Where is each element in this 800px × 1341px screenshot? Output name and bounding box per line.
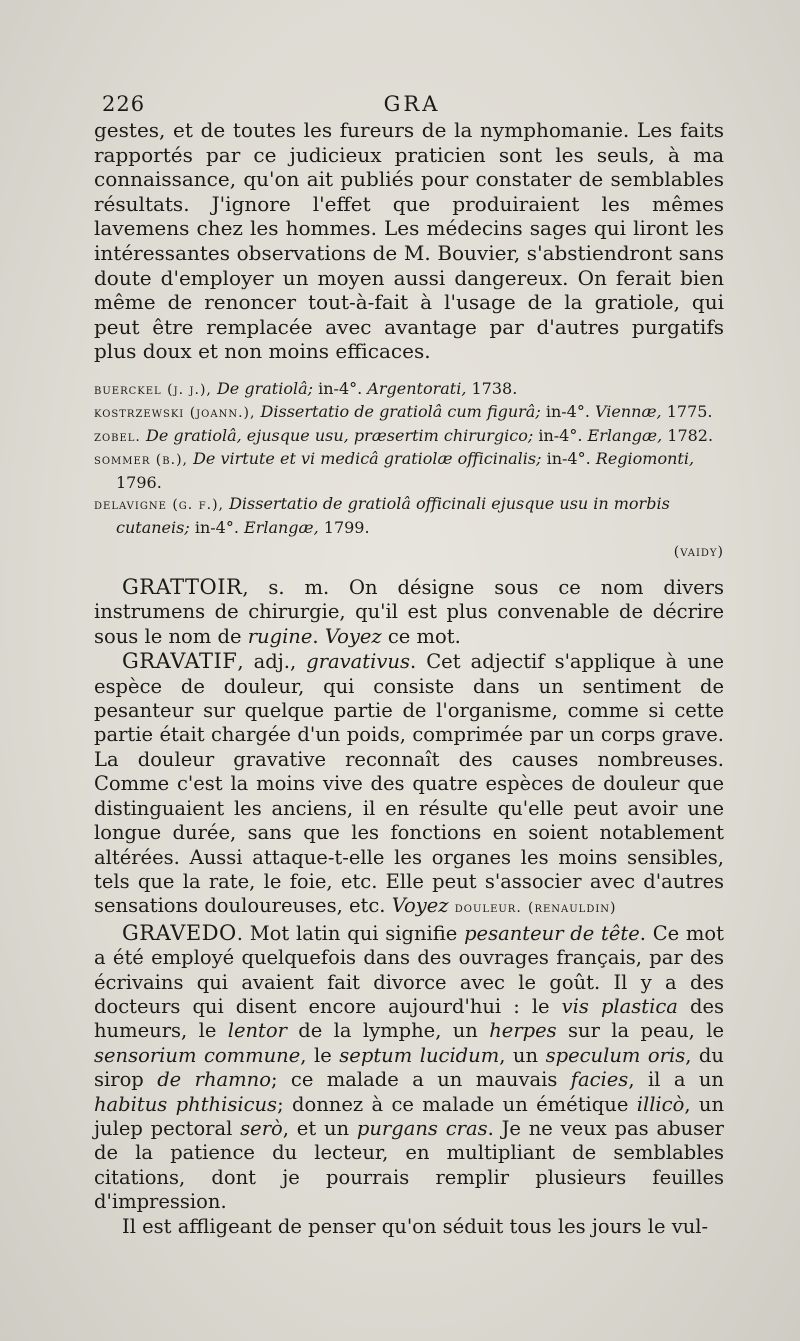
- page-body: [94, 118, 724, 1239]
- reference-item: delavigne (g. f.), Dissertatio de gratiolâ officinali ejusque usu in morbis cutaneis; in-4°. Erlangæ, 1799.: [94, 494, 670, 537]
- page-header: [102, 92, 722, 118]
- reference-item: zobel. De gratiolâ, ejusque usu, præsertim chirurgico; in-4°. Erlangæ, 1782.: [94, 425, 714, 445]
- running-head: GRA: [383, 92, 441, 116]
- headword: GRAVATIF: [122, 649, 238, 674]
- headword: GRAVEDO: [122, 920, 237, 945]
- continuation-paragraph: gestes, et de toutes les fureurs de la nymphomanie. Les faits rapportés par ce judicieux praticien sont les seuls, à ma connaissance, qu'on ait publiés pour constater de semblables résultats. J'ignore l'effet que produiraient les mêmes lavemens chez les hommes. Les médecins sages qui liront les intéressantes observations de M. Bouvier, s'abstiendront sans doute d'employer un moyen aussi dangereux. On ferait bien même de renoncer tout-à-fait à l'usage de la gratiole, qui peut être remplacée avec avantage par d'autres purgatifs plus doux et non moins efficaces.: [94, 118, 724, 364]
- reference-item: kostrzewski (joann.), Dissertatio de gratiolâ cum figurâ; in-4°. Viennæ, 1775.: [94, 402, 713, 422]
- next-paragraph-start: Il est affligeant de penser qu'on séduit tous les jours le vul-: [122, 1214, 709, 1238]
- bibliography: [94, 378, 724, 539]
- section-author: (vaidy): [673, 544, 724, 561]
- reference-item: buerckel (j. j.), De gratiolâ; in-4°. Argentorati, 1738.: [94, 378, 518, 398]
- entry-author: (renauldin): [527, 900, 617, 917]
- headword: GRATTOIR: [122, 575, 243, 600]
- entry-gravedo: GRAVEDO. Mot latin qui signifie pesanteur de tête. Ce mot a été employé quelquefois dans des ouvrages français, par des écrivains qui avaient fait divorce avec le goût. Il y a des docteurs qui disent encore aujourd'hui : le vis plastica des humeurs, le lentor de la lymphe, un herpes sur la peau, le sensorium commune, le septum lucidum, un speculum oris, du sirop de rhamno; ce malade a un mauvais facies, il a un habitus phthisicus; donnez à ce malade un émétique illicò, un julep pectoral serò, et un purgans cras. Je ne veux pas abuser de la patience du lecteur, en multipliant de semblables citations, dont je pourrais remplir plusieurs feuilles d'impression.: [94, 920, 725, 1214]
- reference-item: sommer (b.), De virtute et vi medicâ gratiolæ officinalis; in-4°. Regiomonti, 1796.: [94, 449, 695, 492]
- entry-gravatif: GRAVATIF, adj., gravativus. Cet adjectif s'applique à une espèce de douleur, qui consiste dans un sentiment de pesanteur sur quelque partie de l'organisme, comme si cette partie était chargée d'un poids, comprimée par un corps grave. La douleur gravative reconnaît des causes nombreuses. Comme c'est la moins vive des quatre espèces de douleur que distinguaient les anciens, il en résulte qu'elle peut avoir une longue durée, sans que les fonctions en soient notablement altérées. Aussi attaque-t-elle les organes les moins sensibles, tels que la rate, le foie, etc. Elle peut s'associer avec d'autres sensations douloureuses, etc. Voyez douleur. (renauldin): [94, 649, 724, 918]
- page-number: 226: [102, 92, 146, 116]
- dictionary-entries: [94, 575, 724, 1239]
- entry-grattoir: GRATTOIR, s. m. On désigne sous ce nom divers instrumens de chirurgie, qu'il est plus convenable de décrire sous le nom de rugine. Voyez ce mot.: [94, 575, 724, 648]
